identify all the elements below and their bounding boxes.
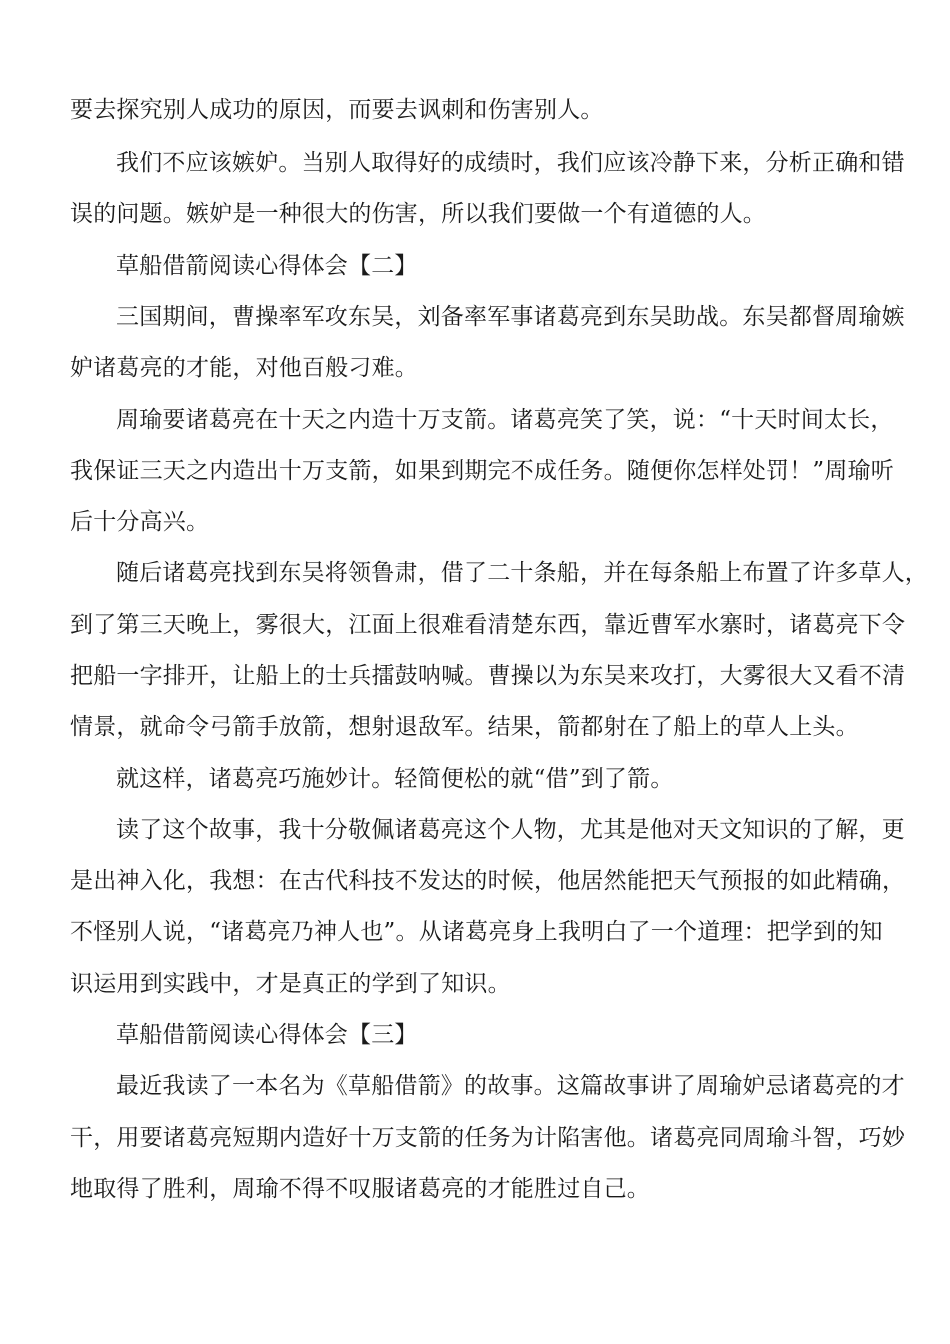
paragraph-first-line: 周瑜要诸葛亮在十天之内造十万支箭。诸葛亮笑了笑，说：“十天时间太长，: [116, 407, 894, 433]
paragraph-first-line: 我们不应该嫉妒。当别人取得好的成绩时，我们应该冷静下来，分析正确和错: [116, 150, 905, 176]
paragraph-first-line: 随后诸葛亮找到东吴将领鲁肃，借了二十条船，并在每条船上布置了许多草人，: [116, 560, 928, 586]
section-heading: 草船借箭阅读心得体会【二】: [116, 253, 418, 279]
text-line: 到了第三天晚上，雾很大，江面上很难看清楚东西，靠近曹军水寨时，诸葛亮下令: [70, 612, 906, 638]
text-line: 后十分高兴。: [70, 509, 210, 535]
text-line: 干，用要诸葛亮短期内造好十万支箭的任务为计陷害他。诸葛亮同周瑜斗智，巧妙: [70, 1125, 906, 1151]
paragraph-first-line: 三国期间，曹操率军攻东吴，刘备率军事诸葛亮到东吴助战。东吴都督周瑜嫉: [116, 304, 905, 330]
section-heading: 草船借箭阅读心得体会【三】: [116, 1022, 418, 1048]
text-line: 情景，就命令弓箭手放箭，想射退敌军。结果，箭都射在了船上的草人上头。: [70, 714, 859, 740]
text-line: 我保证三天之内造出十万支箭，如果到期完不成任务。随便你怎样处罚！”周瑜听: [70, 458, 894, 484]
paragraph-first-line: 读了这个故事，我十分敬佩诸葛亮这个人物，尤其是他对天文知识的了解，更: [116, 817, 905, 843]
text-line: 妒诸葛亮的才能，对他百般刁难。: [70, 355, 418, 381]
paragraph-first-line: 最近我读了一本名为《草船借箭》的故事。这篇故事讲了周瑜妒忌诸葛亮的才: [116, 1073, 905, 1099]
text-line: 是出神入化，我想：在古代科技不发达的时候，他居然能把天气预报的如此精确，: [70, 868, 906, 894]
text-line: 识运用到实践中，才是真正的学到了知识。: [70, 971, 511, 997]
text-line: 误的问题。嫉妒是一种很大的伤害，所以我们要做一个有道德的人。: [70, 201, 766, 227]
paragraph-first-line: 就这样，诸葛亮巧施妙计。轻简便松的就“借”到了箭。: [116, 766, 674, 792]
text-line: 要去探究别人成功的原因，而要去讽刺和伤害别人。: [70, 97, 604, 123]
text-line: 地取得了胜利，周瑜不得不叹服诸葛亮的才能胜过自己。: [70, 1176, 650, 1202]
text-line: 把船一字排开，让船上的士兵擂鼓呐喊。曹操以为东吴来攻打，大雾很大又看不清: [70, 663, 906, 689]
text-line: 不怪别人说，“诸葛亮乃神人也”。从诸葛亮身上我明白了一个道理：把学到的知: [70, 919, 883, 945]
